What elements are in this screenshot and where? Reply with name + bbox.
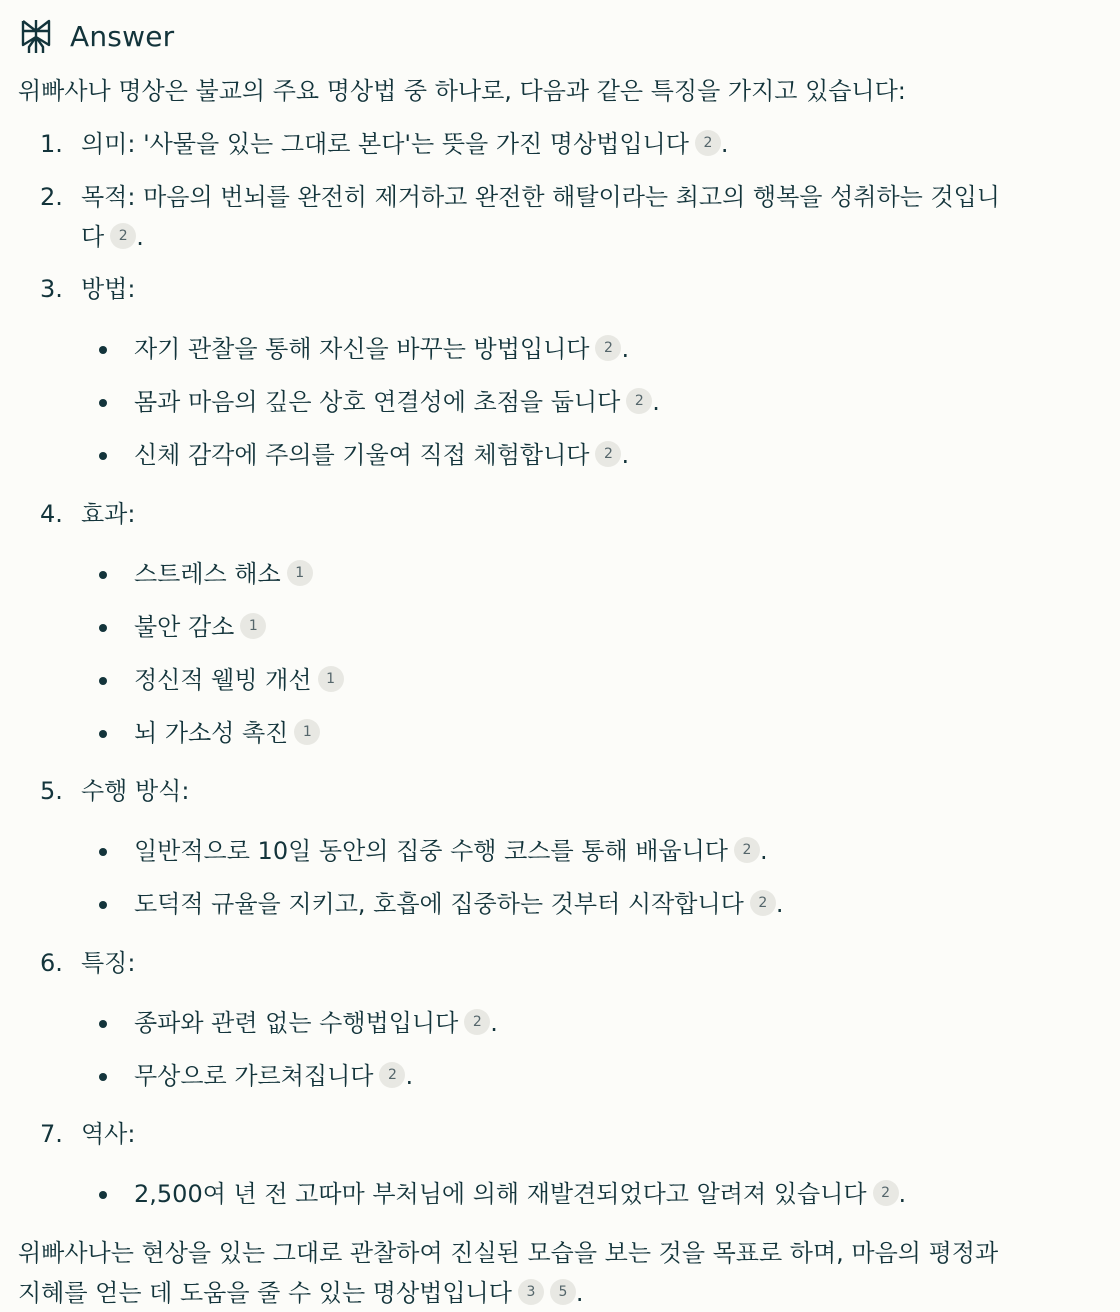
- list-item-continuation: [81, 222, 144, 252]
- list-item-text: 의미: '사물을 있는 그대로 본다'는 뜻을 가진 명상법입니다: [81, 130, 689, 158]
- list-item-text: 다: [81, 223, 105, 251]
- bullet-text: 신체 감각에 주의를 기울여 직접 체험합니다: [134, 441, 590, 469]
- citation-badge[interactable]: 2: [750, 890, 776, 916]
- list-number: 1.: [40, 130, 63, 158]
- bullet-text: 몸과 마음의 깊은 상호 연결성에 초점을 둡니다: [134, 388, 621, 416]
- list-number: 7.: [40, 1120, 63, 1148]
- citation-badge[interactable]: 3: [518, 1279, 544, 1305]
- citation-badge[interactable]: 2: [695, 130, 721, 156]
- citation-badge[interactable]: 2: [626, 388, 652, 414]
- list-item-label: 수행 방식:: [81, 777, 190, 805]
- bullet-text: 자기 관찰을 통해 자신을 바꾸는 방법입니다: [134, 335, 590, 363]
- citation-badge[interactable]: 2: [110, 223, 136, 249]
- citation-badge[interactable]: 2: [379, 1062, 405, 1088]
- list-item-label: 방법:: [81, 275, 136, 303]
- bullet-text: 무상으로 가르쳐집니다: [134, 1062, 374, 1090]
- bullet-text: 뇌 가소성 촉진: [134, 719, 289, 747]
- bullet-item: [134, 612, 266, 642]
- bullet-item: [134, 559, 313, 589]
- bullet-dot: [99, 571, 107, 579]
- conclusion-text: 위빠사나는 현상을 있는 그대로 관찰하여 진실된 모습을 보는 것을 목표로 하며, 마음의 평정과: [18, 1239, 999, 1267]
- list-number: 6.: [40, 949, 63, 977]
- period: .: [405, 1062, 414, 1090]
- period: .: [490, 1009, 498, 1037]
- bullet-dot: [99, 677, 107, 685]
- perplexity-logo-icon: [18, 17, 54, 55]
- citation-badge[interactable]: 1: [294, 719, 320, 745]
- bullet-item: [134, 1008, 498, 1038]
- list-item-label: 특징:: [81, 949, 136, 977]
- citation-badge[interactable]: 2: [734, 837, 760, 863]
- period: .: [575, 1279, 584, 1307]
- answer-header: [18, 16, 174, 56]
- bullet-text: 불안 감소: [134, 613, 235, 641]
- citation-badge[interactable]: 1: [318, 666, 344, 692]
- bullet-text: 스트레스 해소: [134, 560, 281, 588]
- intro-text: 위빠사나 명상은 불교의 주요 명상법 중 하나로, 다음과 같은 특징을 가지고 있습니다:: [18, 77, 906, 105]
- period: .: [775, 890, 784, 918]
- bullet-item: [134, 718, 320, 748]
- list-item-text: 목적: 마음의 번뇌를 완전히 제거하고 완전한 해탈이라는 최고의 행복을 성취하는 것입니: [81, 183, 1000, 211]
- period: .: [652, 388, 660, 416]
- period: .: [621, 441, 630, 469]
- list-item-label: 효과:: [81, 500, 136, 528]
- bullet-text: 일반적으로 10일 동안의 집중 수행 코스를 통해 배웁니다: [134, 837, 728, 865]
- citation-badge[interactable]: 1: [287, 560, 313, 586]
- citation-badge[interactable]: 2: [464, 1009, 490, 1035]
- bullet-dot: [99, 624, 107, 632]
- bullet-dot: [99, 901, 107, 909]
- conclusion-continuation: [18, 1278, 584, 1308]
- bullet-dot: [99, 730, 107, 738]
- bullet-text: 종파와 관련 없는 수행법입니다: [134, 1009, 459, 1037]
- bullet-item: [134, 665, 344, 695]
- bullet-item: [134, 889, 783, 919]
- bullet-item: [134, 836, 768, 866]
- bullet-text: 정신적 웰빙 개선: [134, 666, 312, 694]
- citation-badge[interactable]: 2: [595, 335, 621, 361]
- list-number: 5.: [40, 777, 63, 805]
- citation-badge[interactable]: 5: [550, 1279, 576, 1305]
- bullet-text: 도덕적 규율을 지키고, 호흡에 집중하는 것부터 시작합니다: [134, 890, 744, 918]
- bullet-item: [134, 440, 629, 470]
- bullet-item: [134, 387, 660, 417]
- bullet-item: [134, 1179, 906, 1209]
- bullet-dot: [99, 452, 107, 460]
- bullet-dot: [99, 1191, 107, 1199]
- bullet-dot: [99, 399, 107, 407]
- bullet-item: [134, 334, 629, 364]
- period: .: [760, 837, 768, 865]
- bullet-text: 2,500여 년 전 고따마 부처님에 의해 재발견되었다고 알려져 있습니다: [134, 1180, 867, 1208]
- list-number: 2.: [40, 183, 63, 211]
- bullet-item: [134, 1061, 413, 1091]
- list-item-label: 역사:: [81, 1120, 136, 1148]
- period: .: [898, 1180, 907, 1208]
- citation-badge[interactable]: 2: [595, 441, 621, 467]
- period: .: [720, 130, 729, 158]
- citation-badge[interactable]: 1: [240, 613, 266, 639]
- list-number: 3.: [40, 275, 63, 303]
- bullet-dot: [99, 1020, 107, 1028]
- period: .: [621, 335, 630, 363]
- answer-title: Answer: [70, 19, 175, 53]
- conclusion-text: 지혜를 얻는 데 도움을 줄 수 있는 명상법입니다: [18, 1279, 512, 1307]
- bullet-dot: [99, 346, 107, 354]
- list-number: 4.: [40, 500, 63, 528]
- bullet-dot: [99, 848, 107, 856]
- citation-badge[interactable]: 2: [873, 1180, 899, 1206]
- list-item: [81, 129, 729, 159]
- period: .: [136, 223, 144, 251]
- bullet-dot: [99, 1073, 107, 1081]
